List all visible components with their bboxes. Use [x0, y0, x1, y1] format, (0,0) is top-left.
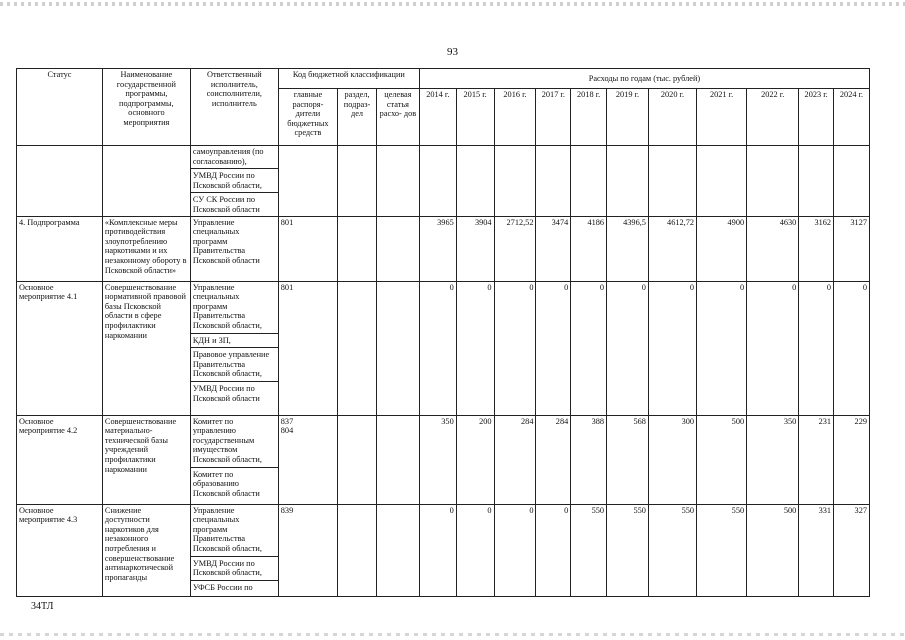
cell-value: 0 — [747, 281, 799, 415]
responsible-entry: СУ СК России по Псковской области — [191, 192, 278, 214]
cell-value: 500 — [697, 415, 747, 504]
cell-status: 4. Подпрограмма — [17, 216, 103, 281]
cell-status: Основное мероприятие 4.3 — [17, 504, 103, 596]
cell-value: 3965 — [419, 216, 456, 281]
table-row — [17, 504, 870, 596]
cell-grbs: 801 — [278, 216, 337, 281]
cell-value: 550 — [607, 504, 649, 596]
table-row — [17, 216, 870, 281]
cell-status: Основное мероприятие 4.2 — [17, 415, 103, 504]
cell-value: 4630 — [747, 216, 799, 281]
header-year: 2023 г. — [799, 89, 834, 146]
cell-value — [536, 146, 571, 217]
cell-value: 500 — [747, 504, 799, 596]
cell-value: 0 — [419, 504, 456, 596]
cell-grbs — [278, 146, 337, 217]
header-expenses: Расходы по годам (тыс. рублей) — [419, 69, 869, 89]
header-year: 2022 г. — [747, 89, 799, 146]
cell-value — [571, 146, 607, 217]
cell-name: Совершенствование нормативной правовой базы Псковской области в сфере профилактики наркомании — [102, 281, 190, 415]
cell-status: Основное мероприятие 4.1 — [17, 281, 103, 415]
cell-value: 350 — [419, 415, 456, 504]
responsible-entry: Управление специальных программ Правительства Псковской области, — [192, 505, 262, 553]
header-year: 2020 г. — [648, 89, 696, 146]
cell-rzpr — [338, 146, 377, 217]
cell-responsible — [190, 281, 278, 415]
cell-value: 229 — [834, 415, 870, 504]
cell-value — [697, 146, 747, 217]
cell-value — [419, 146, 456, 217]
cell-csr — [376, 216, 419, 281]
expenses-table — [16, 68, 870, 597]
cell-value: 231 — [799, 415, 834, 504]
header-year: 2017 г. — [536, 89, 571, 146]
cell-value — [456, 146, 494, 217]
responsible-entry: УФСБ России по — [191, 580, 278, 593]
cell-value — [747, 146, 799, 217]
header-name: Наименование государственной программы, подпрограммы, основного мероприятия — [102, 69, 190, 146]
responsible-entry: УМВД России по Псковской области, — [191, 556, 278, 578]
page-number: 93 — [447, 46, 458, 58]
cell-value — [494, 146, 536, 217]
cell-value: 0 — [697, 281, 747, 415]
cell-value: 350 — [747, 415, 799, 504]
table-row — [17, 146, 870, 217]
header-budget-code: Код бюджетной классификации — [278, 69, 419, 89]
cell-csr — [376, 281, 419, 415]
cell-rzpr — [338, 216, 377, 281]
footer-mark: 34ТЛ — [31, 601, 54, 612]
cell-value: 4186 — [571, 216, 607, 281]
cell-responsible — [190, 146, 278, 217]
cell-value: 0 — [494, 281, 536, 415]
header-rzpr: раздел, подраз- дел — [338, 89, 377, 146]
cell-value: 0 — [607, 281, 649, 415]
cell-value: 200 — [456, 415, 494, 504]
header-grbs: главные распоря- дители бюджетных средств — [278, 89, 337, 146]
cell-responsible — [190, 415, 278, 504]
cell-value: 0 — [571, 281, 607, 415]
cell-value: 388 — [571, 415, 607, 504]
cell-responsible — [190, 216, 278, 281]
cell-value: 3162 — [799, 216, 834, 281]
cell-name: Совершенствование материально-технической базы учреждений профилактики наркомании — [102, 415, 190, 504]
cell-value: 0 — [799, 281, 834, 415]
header-year: 2016 г. — [494, 89, 536, 146]
cell-value: 0 — [456, 281, 494, 415]
cell-name: Снижение доступности наркотиков для незаконного потребления и совершенствование антинаркотической пропаганды — [102, 504, 190, 596]
cell-rzpr — [338, 281, 377, 415]
responsible-entry: Управление специальных программ Правительства Псковской области, — [192, 282, 262, 330]
cell-rzpr — [338, 415, 377, 504]
cell-value: 4612,72 — [648, 216, 696, 281]
header-year: 2015 г. — [456, 89, 494, 146]
header-year: 2021 г. — [697, 89, 747, 146]
cell-status — [17, 146, 103, 217]
cell-csr — [376, 146, 419, 217]
cell-grbs: 801 — [278, 281, 337, 415]
cell-value: 550 — [571, 504, 607, 596]
responsible-entry: Комитет по управлению государственным имуществом Псковской области, — [192, 416, 262, 464]
cell-grbs: 837 804 — [278, 415, 337, 504]
header-year: 2019 г. — [607, 89, 649, 146]
cell-value: 3904 — [456, 216, 494, 281]
cell-value: 284 — [536, 415, 571, 504]
cell-value: 3474 — [536, 216, 571, 281]
cell-value: 4900 — [697, 216, 747, 281]
cell-value: 4396,5 — [607, 216, 649, 281]
cell-value: 3127 — [834, 216, 870, 281]
responsible-entry: Управление специальных программ Правительства Псковской области — [192, 217, 260, 265]
responsible-entry: УМВД России по Псковской области — [191, 381, 278, 403]
responsible-entry: Комитет по образованию Псковской области — [191, 467, 278, 499]
cell-value — [607, 146, 649, 217]
cell-value — [648, 146, 696, 217]
cell-responsible — [190, 504, 278, 596]
cell-value: 550 — [648, 504, 696, 596]
header-year: 2018 г. — [571, 89, 607, 146]
cell-value: 284 — [494, 415, 536, 504]
header-responsible: Ответственный исполнитель, соисполнители, исполнитель — [190, 69, 278, 146]
cell-csr — [376, 415, 419, 504]
cell-value — [834, 146, 870, 217]
cell-value: 327 — [834, 504, 870, 596]
cell-value: 2712,52 — [494, 216, 536, 281]
responsible-entry: УМВД России по Псковской области, — [191, 168, 278, 190]
cell-value: 568 — [607, 415, 649, 504]
table-row — [17, 415, 870, 504]
table-row — [17, 281, 870, 415]
cell-value: 0 — [536, 281, 571, 415]
cell-csr — [376, 504, 419, 596]
cell-value — [799, 146, 834, 217]
cell-value: 550 — [697, 504, 747, 596]
header-year: 2014 г. — [419, 89, 456, 146]
responsible-entry: Правовое управление Правительства Псковской области, — [191, 347, 278, 379]
cell-grbs: 839 — [278, 504, 337, 596]
cell-name — [102, 146, 190, 217]
cell-name: «Комплексные меры противодействия злоупотреблению наркотиками и их незаконному обороту в Псковской области» — [102, 216, 190, 281]
cell-value: 0 — [456, 504, 494, 596]
scan-edge-bottom — [0, 633, 905, 636]
responsible-entry: КДН и ЗП, — [191, 333, 278, 346]
responsible-entry: самоуправления (по согласованию), — [192, 147, 264, 166]
cell-value: 300 — [648, 415, 696, 504]
scan-edge-top — [0, 2, 905, 6]
cell-value: 0 — [536, 504, 571, 596]
header-year: 2024 г. — [834, 89, 870, 146]
cell-rzpr — [338, 504, 377, 596]
header-status: Статус — [17, 69, 103, 146]
header-csr: целевая статья расхо- дов — [376, 89, 419, 146]
cell-value: 331 — [799, 504, 834, 596]
cell-value: 0 — [834, 281, 870, 415]
cell-value: 0 — [648, 281, 696, 415]
cell-value: 0 — [494, 504, 536, 596]
cell-value: 0 — [419, 281, 456, 415]
